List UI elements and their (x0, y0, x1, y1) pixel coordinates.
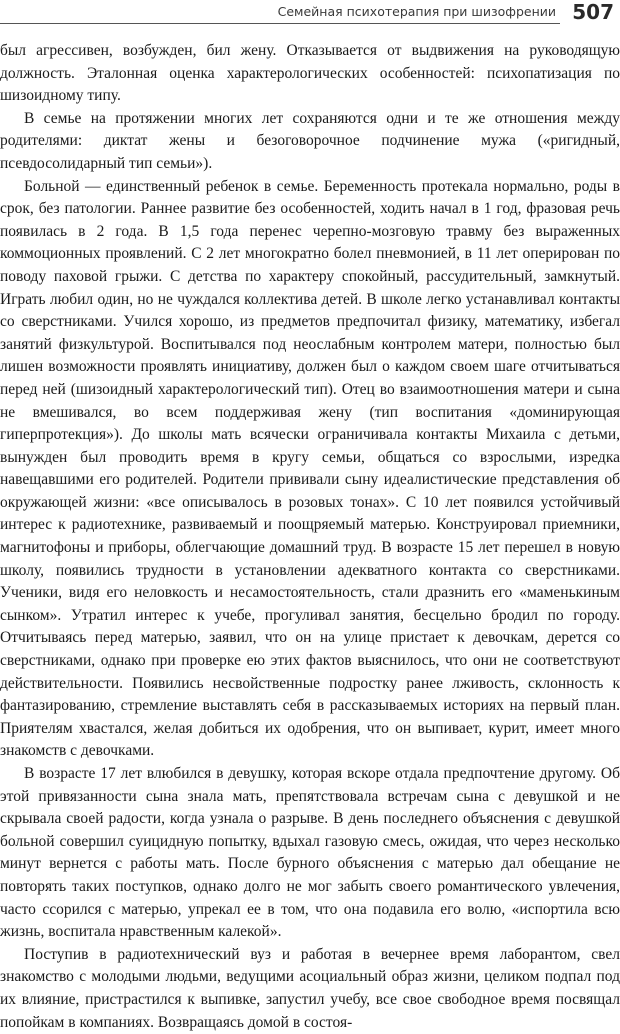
paragraph-1: был агрессивен, возбужден, бил жену. Отказывается от выдвижения на руководящую должность. Эталонная оценка характерологических особенностей: психопатизация по шизоидному типу. (0, 42, 620, 105)
paragraph-5: Поступив в радиотехнический вуз и работая в вечернее время лаборантом, свел знакомство с молодыми людьми, ведущими асоциальный образ жизни, целиком подпал под их влияние, пристрастился к выпивке, запустил учебу, все свое свободное время посвящал попойкам в компаниях. Возвращаясь домой в состоя- (0, 945, 620, 1031)
running-head: Семейная психотерапия при шизофрении (277, 4, 556, 19)
page-number: 507 (572, 0, 614, 24)
page-header (0, 0, 620, 26)
body-text (0, 40, 620, 1034)
paragraph-3: Больной — единственный ребенок в семье. Беременность протекала нормально, роды в срок, без патологии. Раннее развитие без особенностей, ходить начал в 1 год, фразовая речь появилась в 2 года. В 1,5 года перенес черепно-мозговую травму без выраженных коммоционных проявлений. С 2 лет многократно болел пневмонией, в 11 лет оперирован по поводу паховой грыжи. С детства по характеру спокойный, рассудительный, замкнутый. Играть любил один, но не чуждался коллектива детей. В школе легко устанавливал контакты со сверстниками. Учился хорошо, из предметов предпочитал физику, математику, избегал занятий физкультурой. Воспитывался под неослабным контролем матери, полностью был лишен возможности проявлять инициативу, должен был о каждом своем шаге отчитываться перед ней (шизоидный характерологический тип). Отец во взаимоотношения матери и сына не вмешивался, во всем поддерживая жену (тип воспитания «доминирующая гиперпротекция»). До школы мать всячески ограничивала контакты Михаила с детьми, вынужден был проводить время в кругу семьи, общаться со взрослыми, изредка навещавшими его родителей. Родители прививали сыну идеалистические представления об окружающей жизни: «все описывалось в розовых тонах». С 10 лет появился устойчивый интерес к радиотехнике, развиваемый и поощряемый матерью. Конструировал приемники, магнитофоны и приборы, облегчающие домашний труд. В возрасте 15 лет перешел в новую школу, появились трудности в установлении адекватного контакта со сверстниками. Ученики, видя его неловкость и несамостоятельность, стали дразнить его «маменькиным сынком». Утратил интерес к учебе, прогуливал занятия, бесцельно бродил по городу. Отчитываясь перед матерью, заявил, что он на улице пристает к девочкам, дерется со сверстниками, однако при проверке ею этих фактов выяснилось, что они не соответствуют действительности. Появились несвойственные подростку ранее лживость, склонность к фантазированию, стремление выставлять себя в рассказываемых историях на первый план. Приятелям хвастался, желая добиться их одобрения, что он выпивает, курит, имеет много знакомств с девочками. (0, 177, 620, 760)
paragraph-2: В семье на протяжении многих лет сохраняются одни и те же отношения между родителями: диктат жены и безоговорочное подчинение мужа («ригидный, псевдосолидарный тип семьи»). (0, 109, 620, 172)
header-rule (0, 23, 560, 24)
paragraph-4: В возрасте 17 лет влюбился в девушку, которая вскоре отдала предпочтение другому. Об этой привязанности сына знала мать, препятствовала встречам сына с девушкой и не скрывала своей радости, когда узнала о разрыве. В день последнего объяснения с девушкой больной совершил суицидную попытку, вдыхал газовую смесь, ожидая, что через несколько минут вернется с работы мать. После бурного объяснения с матерью дал обещание не повторять таких поступков, однако долго не мог забыть своего романтического увлечения, часто ссорился с матерью, упрекал ее в том, что она подавила его волю, «испортила всю жизнь, воспитала нравственным калекой». (0, 765, 620, 941)
